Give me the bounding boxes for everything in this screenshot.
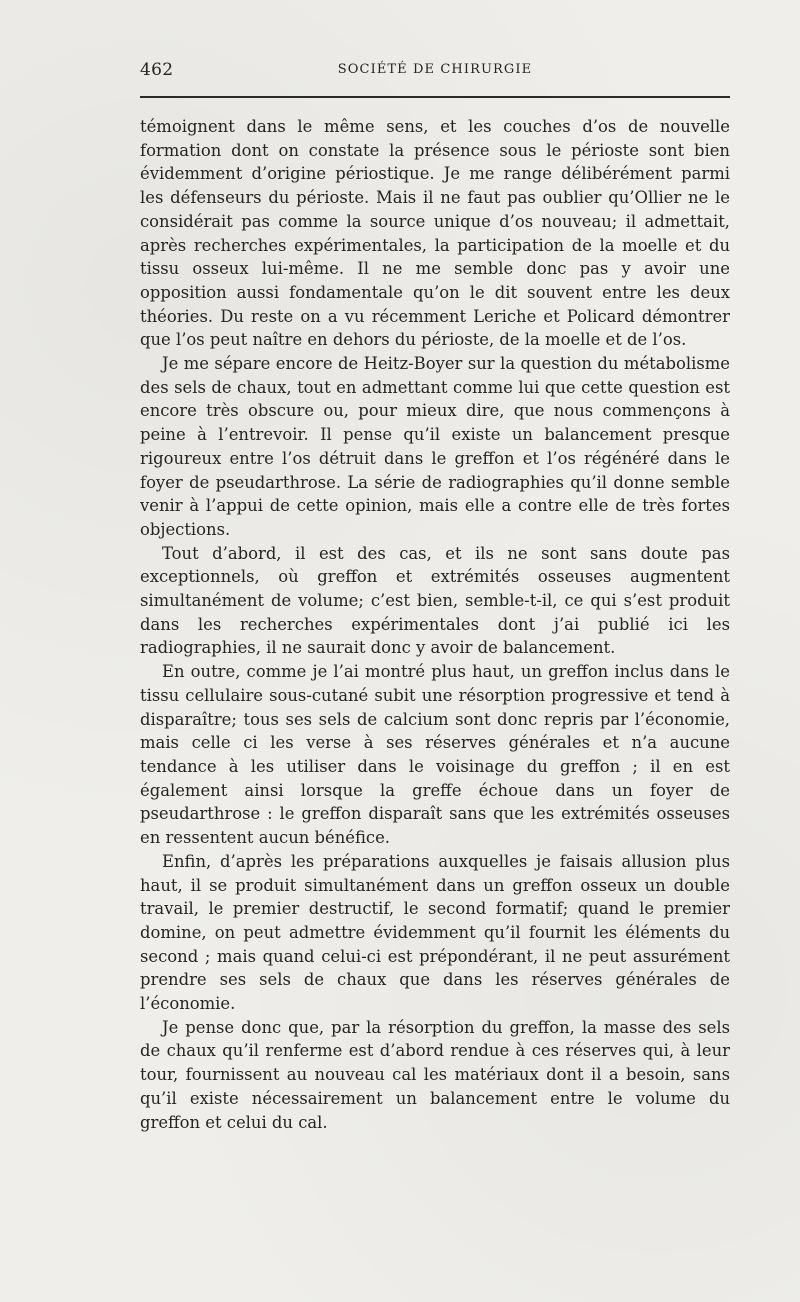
page-number: 462 <box>140 60 174 80</box>
paragraph-2: Je me sépare encore de Heitz-Boyer sur la question du métabolisme des sels de chaux, tout en admettant comme lui que cette question est encore très obscure ou, pour mieux dire, que nous commençons à peine à l’entrevoir. Il pense qu’il existe un balancement presque rigoureux entre l’os détruit dans le greffon et l’os régénéré dans le foyer de pseudarthrose. La série de radiographies qu’il donne semble venir à l’appui de cette opinion, mais elle a contre elle de très fortes objections. <box>140 354 730 539</box>
header-rule <box>140 96 730 98</box>
paragraph-1: témoignent dans le même sens, et les couches d’os de nouvelle formation dont on constate la présence sous le périoste sont bien évidemment d’origine périostique. Je me range délibérément parmi les défenseurs du périoste. Mais il ne faut pas oublier qu’Ollier ne le considérait pas comme la source unique d’os nouveau; il admettait, après recherches expérimentales, la participation de la moelle et du tissu osseux lui-même. Il ne me semble donc pas y avoir une opposition aussi fondamentale qu’on le dit souvent entre les deux théories. Du reste on a vu récemment Leriche et Policard démontrer que l’os peut naître en dehors du périoste, de la moelle et de l’os. <box>140 117 730 350</box>
page-body <box>140 115 730 1134</box>
paragraph-5: Enfin, d’après les préparations auxquelles je faisais allusion plus haut, il se produit simultanément dans un greffon osseux un double travail, le premier destructif, le second formatif; quand le premier domine, on peut admettre évidemment qu’il fournit les éléments du second ; mais quand celui-ci est prépondérant, il ne peut assurément prendre ses sels de chaux que dans les réserves générales de l’économie. <box>140 851 730 1014</box>
page-header <box>140 58 730 90</box>
running-head: SOCIÉTÉ DE CHIRURGIE <box>337 62 533 77</box>
paragraph-4: En outre, comme je l’ai montré plus haut, un greffon inclus dans le tissu cellulaire sous-cutané subit une résorption progressive et tend à disparaître; tous ses sels de calcium sont donc repris par l’économie, mais celle ci les verse à ses réserves générales et n’a aucune tendance à les utiliser dans le voisinage du greffon ; il en est également ainsi lorsque la greffe échoue dans un foyer de pseudarthrose : le greffon disparaît sans que les extrémités osseuses en ressentent aucun bénéfice. <box>140 662 730 848</box>
paragraph-3: Tout d’abord, il est des cas, et ils ne sont sans doute pas exceptionnels, où greffon et extrémités osseuses augmentent simultanément de volume; c’est bien, semble-t-il, ce qui s’est produit dans les recherches expérimentales dont j’ai publié ici les radiographies, il ne saurait donc y avoir de balancement. <box>140 543 730 658</box>
paragraph-6: Je pense donc que, par la résorption du greffon, la masse des sels de chaux qu’il renferme est d’abord rendue à ces réserves qui, à leur tour, fournissent au nouveau cal les matériaux dont il a besoin, sans qu’il existe nécessairement un balancement entre le volume du greffon et celui du cal. <box>140 1017 730 1132</box>
